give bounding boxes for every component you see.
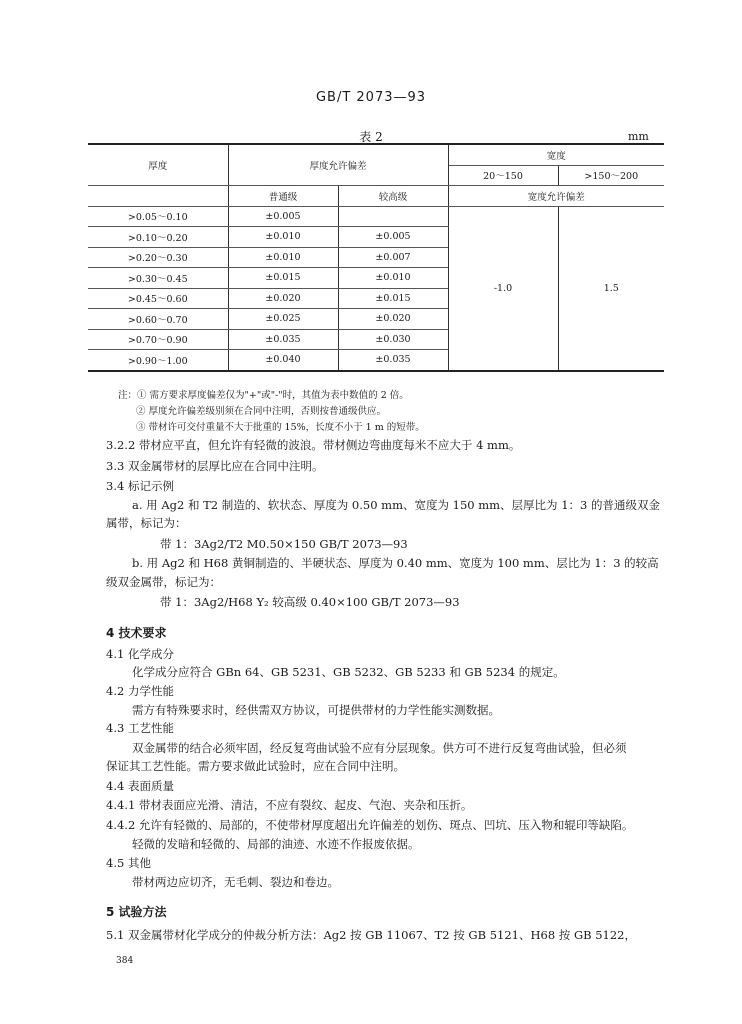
example-b-line-2: 级双金属带，标记为： — [106, 575, 221, 589]
example-a-marking: 带 1：3Ag2/T2 M0.50×150 GB/T 2073—93 — [160, 537, 408, 551]
example-b-line-1: b. 用 Ag2 和 H68 黄铜制造的、半硬状态、厚度为 0.40 mm、宽度为 100 mm、层比为 1：3 的较高 — [132, 556, 659, 570]
thickness-cell: >0.05～0.10 — [88, 206, 228, 227]
clause-4-2-heading: 4.2 力学性能 — [106, 684, 174, 698]
table-unit: mm — [628, 130, 649, 143]
example-b-marking: 带 1：3Ag2/H68 Y₂ 较高级 0.40×100 GB/T 2073—93 — [160, 595, 460, 609]
thickness-cell: >0.45～0.60 — [88, 288, 228, 309]
tolerance-table — [88, 143, 664, 372]
table-note-2: ② 厚度允许偏差级别须在合同中注明，否则按普通级供应。 — [136, 406, 387, 417]
ordinary-tolerance-cell: ±0.010 — [228, 247, 338, 268]
example-a-line-1: a. 用 Ag2 和 T2 制造的、软状态、厚度为 0.50 mm、宽度为 150 mm、层厚比为 1：3 的普通级双金 — [132, 498, 660, 512]
table-note-1: 注：① 需方要求厚度偏差仅为"+"或"-"时，其值为表中数值的 2 倍。 — [118, 390, 409, 401]
clause-4-2-text: 需方有特殊要求时，经供需双方协议，可提供带材的力学性能实测数据。 — [132, 703, 500, 717]
header-width-range-1: 20～150 — [448, 165, 558, 186]
thickness-cell: >0.30～0.45 — [88, 268, 228, 289]
ordinary-tolerance-cell: ±0.025 — [228, 309, 338, 330]
standard-code-header: GB/T 2073—93 — [315, 90, 427, 105]
higher-tolerance-cell: ±0.030 — [338, 329, 448, 350]
section-5-heading: 5 试验方法 — [106, 905, 167, 919]
clause-3-3: 3.3 双金属带材的层厚比应在合同中注明。 — [106, 459, 324, 473]
ordinary-tolerance-cell: ±0.005 — [228, 206, 338, 227]
table-title: 表 2 — [359, 130, 383, 144]
clause-4-5-heading: 4.5 其他 — [106, 856, 151, 870]
higher-tolerance-cell: ±0.015 — [338, 288, 448, 309]
clause-4-3-text-2: 保证其工艺性能。需方要求做此试验时，应在合同中注明。 — [106, 759, 405, 773]
higher-tolerance-cell: ±0.005 — [338, 227, 448, 248]
thickness-cell: >0.70～0.90 — [88, 329, 228, 350]
clause-4-1-text: 化学成分应符合 GBn 64、GB 5231、GB 5232、GB 5233 和 GB 5234 的规定。 — [132, 665, 565, 679]
table-note-3: ③ 带材许可交付重量不大于批重的 15%，长度不小于 1 m 的短带。 — [136, 422, 425, 433]
thickness-cell: >0.60～0.70 — [88, 309, 228, 330]
clause-4-3-heading: 4.3 工艺性能 — [106, 721, 174, 735]
header-ordinary: 普通级 — [228, 186, 338, 207]
header-width-tolerance: 宽度允许偏差 — [448, 186, 664, 207]
table-row — [88, 206, 664, 227]
higher-tolerance-cell: ±0.010 — [338, 268, 448, 289]
ordinary-tolerance-cell: ±0.015 — [228, 268, 338, 289]
header-higher: 较高级 — [338, 186, 448, 207]
header-thickness-tolerance: 厚度允许偏差 — [228, 144, 448, 186]
higher-tolerance-cell: ±0.020 — [338, 309, 448, 330]
width-tolerance-2: 1.5 — [558, 206, 664, 371]
thickness-cell: >0.10～0.20 — [88, 227, 228, 248]
page-number: 384 — [116, 956, 134, 966]
header-blank — [88, 186, 228, 207]
clause-4-3-text-1: 双金属带的结合必须牢固，经反复弯曲试验不应有分层现象。供方可不进行反复弯曲试验，但必须 — [132, 741, 627, 755]
header-thickness: 厚度 — [88, 144, 228, 186]
higher-tolerance-cell: ±0.035 — [338, 350, 448, 371]
example-a-line-2: 属带，标记为： — [106, 516, 187, 530]
header-width: 宽度 — [448, 144, 664, 165]
clause-4-1-heading: 4.1 化学成分 — [106, 647, 174, 661]
header-width-range-2: >150～200 — [558, 165, 664, 186]
higher-tolerance-cell: ±0.007 — [338, 247, 448, 268]
clause-4-4-2-line-2: 轻微的发暗和轻微的、局部的油迹、水迹不作报废依据。 — [132, 837, 420, 851]
clause-3-2-2: 3.2.2 带材应平直，但允许有轻微的波浪。带材侧边弯曲度每米不应大于 4 mm。 — [106, 438, 521, 452]
clause-4-5-text: 带材两边应切齐，无毛刺、裂边和卷边。 — [132, 875, 339, 889]
ordinary-tolerance-cell: ±0.035 — [228, 329, 338, 350]
ordinary-tolerance-cell: ±0.020 — [228, 288, 338, 309]
higher-tolerance-cell — [338, 206, 448, 227]
section-4-heading: 4 技术要求 — [106, 626, 167, 640]
width-tolerance-1: -1.0 — [448, 206, 558, 371]
clause-3-4: 3.4 标记示例 — [106, 479, 174, 493]
thickness-cell: >0.20～0.30 — [88, 247, 228, 268]
thickness-cell: >0.90～1.00 — [88, 350, 228, 371]
clause-4-4-heading: 4.4 表面质量 — [106, 779, 174, 793]
clause-5-1: 5.1 双金属带材化学成分的仲裁分析方法：Ag2 按 GB 11067、T2 按 GB 5121、H68 按 GB 5122， — [106, 928, 637, 942]
ordinary-tolerance-cell: ±0.010 — [228, 227, 338, 248]
clause-4-4-1: 4.4.1 带材表面应光滑、清洁，不应有裂纹、起皮、气泡、夹杂和压折。 — [106, 798, 473, 812]
ordinary-tolerance-cell: ±0.040 — [228, 350, 338, 371]
clause-4-4-2-line-1: 4.4.2 允许有轻微的、局部的，不使带材厚度超出允许偏差的划伤、斑点、凹坑、压入物和辊印等缺陷。 — [106, 818, 634, 832]
